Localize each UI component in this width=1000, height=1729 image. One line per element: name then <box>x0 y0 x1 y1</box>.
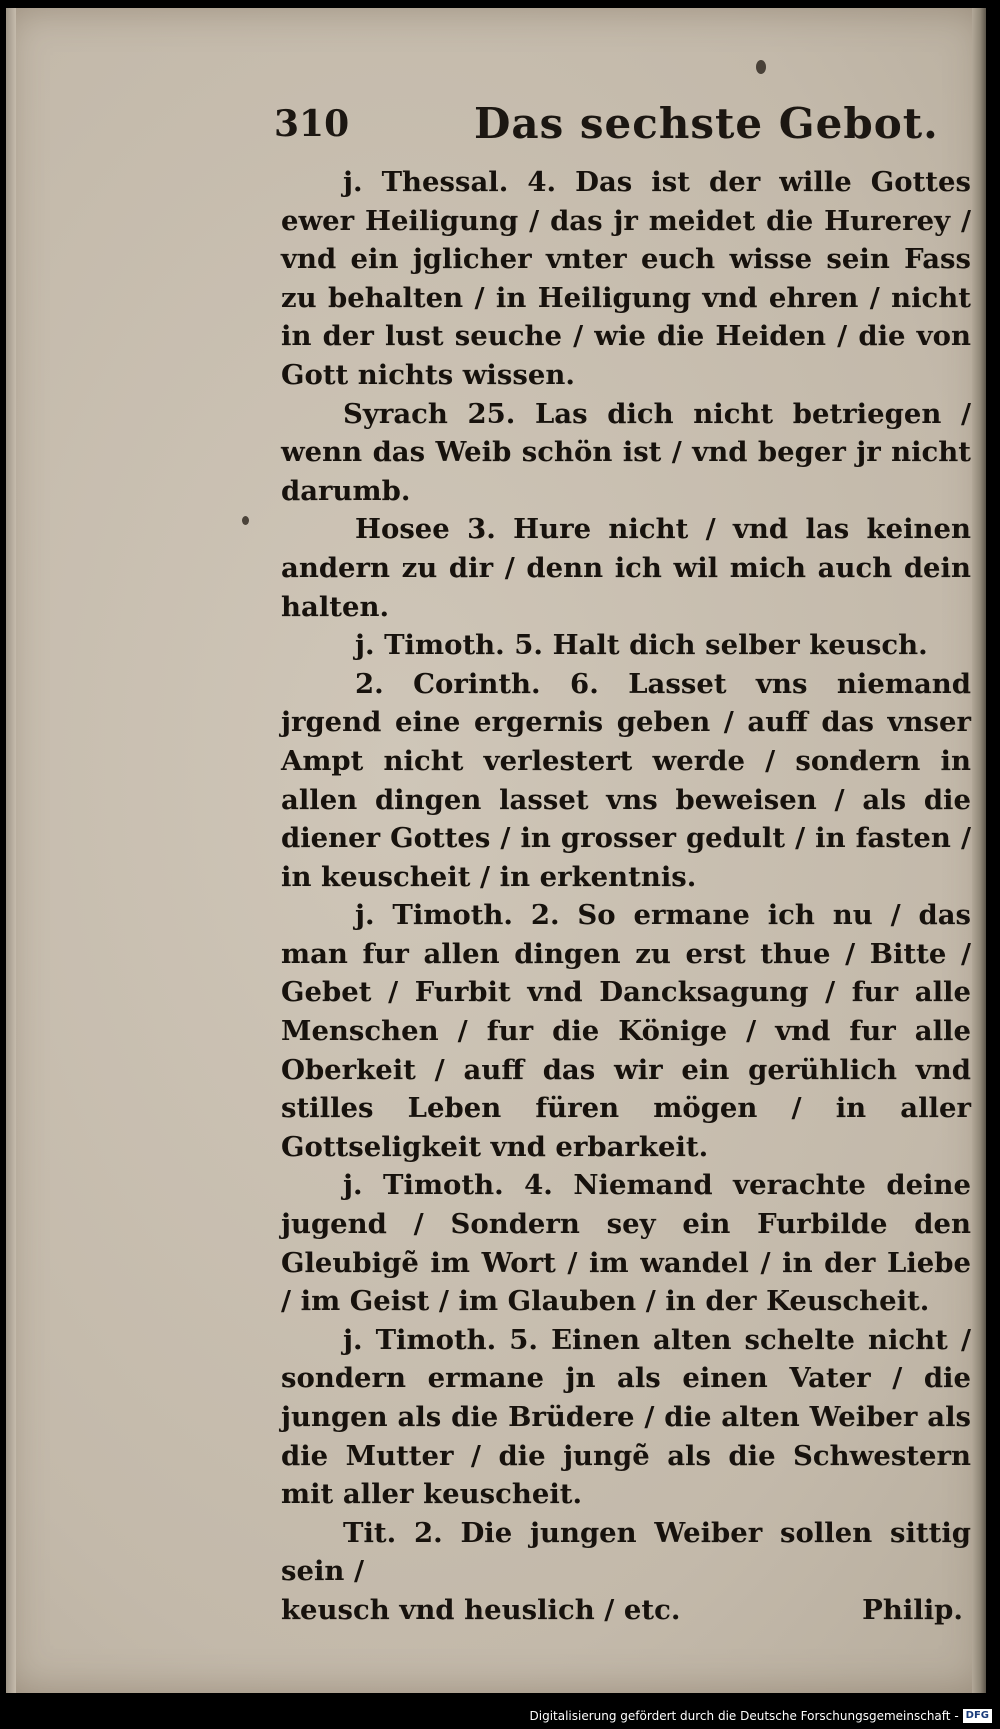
running-title: Das sechste Gebot. <box>474 99 939 148</box>
paragraph-timothy-2: j. Timoth. 2. So ermane ich nu / das man fur allen dingen zu erst thue / Bitte / Gebet / Furbit vnd Dancksagung / fur alle Menschen / fur die Könige / vnd fur alle Oberkeit / auff das wir ein gerühlich vnd stilles Leben füren mögen / in aller Gottseligkeit vnd erbarkeit. <box>281 899 971 1163</box>
ink-spot <box>242 516 249 525</box>
paragraph-timothy-3: j. Timoth. 4. Niemand verachte deine jugend / Sondern sey ein Furbilde den Gleubigẽ im Wort / im wandel / in der Liebe / im Geist / im Glauben / in der Keuscheit. <box>281 1169 971 1318</box>
book-page <box>6 8 986 1693</box>
ink-spot <box>756 60 766 74</box>
paragraph-timothy-4: j. Timoth. 5. Einen alten schelte nicht / sondern ermane jn als einen Vater / die jungen als die Brüdere / die alten Weiber als die Mutter / die jungẽ als die Schwestern mit aller keuscheit. <box>281 1323 971 1511</box>
last-line-text: keusch vnd heuslich / etc. <box>281 1593 681 1626</box>
last-line <box>281 1591 971 1630</box>
paragraph-titus: Tit. 2. Die jungen Weiber sollen sittig sein / <box>281 1516 971 1588</box>
page-number: 310 <box>274 103 350 145</box>
paragraph-hosea: Hosee 3. Hure nicht / vnd las keinen andern zu dir / denn ich wil mich auch dein halten. <box>281 513 971 623</box>
body-text <box>281 163 971 1630</box>
page-gutter <box>6 8 16 1693</box>
paragraph-corinthians: 2. Corinth. 6. Lasset vns niemand jrgend eine ergernis geben / auff das vnser Ampt nicht verlestert werde / sondern in allen dingen lasset vns beweisen / als die diener Gottes / in grosser gedult / in fasten / in keuscheit / in erkentnis. <box>281 667 971 893</box>
paragraph-timothy-1: j. Timoth. 5. Halt dich selber keusch. <box>355 629 928 662</box>
paragraph-syrach: Syrach 25. Las dich nicht betriegen / wenn das Weib schön ist / vnd beger jr nicht darumb. <box>281 397 971 507</box>
catchword: Philip. <box>862 1593 963 1626</box>
dfg-logo: DFG <box>963 1709 992 1723</box>
page-edge-shadow <box>972 8 986 1693</box>
credit-text: Digitalisierung gefördert durch die Deutsche Forschungsgemeinschaft - <box>529 1708 959 1723</box>
paragraph-thessalonians: j. Thessal. 4. Das ist der wille Gottes ewer Heiligung / das jr meidet die Hurerey / vnd ein jglicher vnter euch wisse sein Fass zu behalten / in Heiligung vnd ehren / nicht in der lust seuche / wie die Heiden / die von Gott nichts wissen. <box>281 166 971 391</box>
digitization-credit <box>530 1709 993 1724</box>
